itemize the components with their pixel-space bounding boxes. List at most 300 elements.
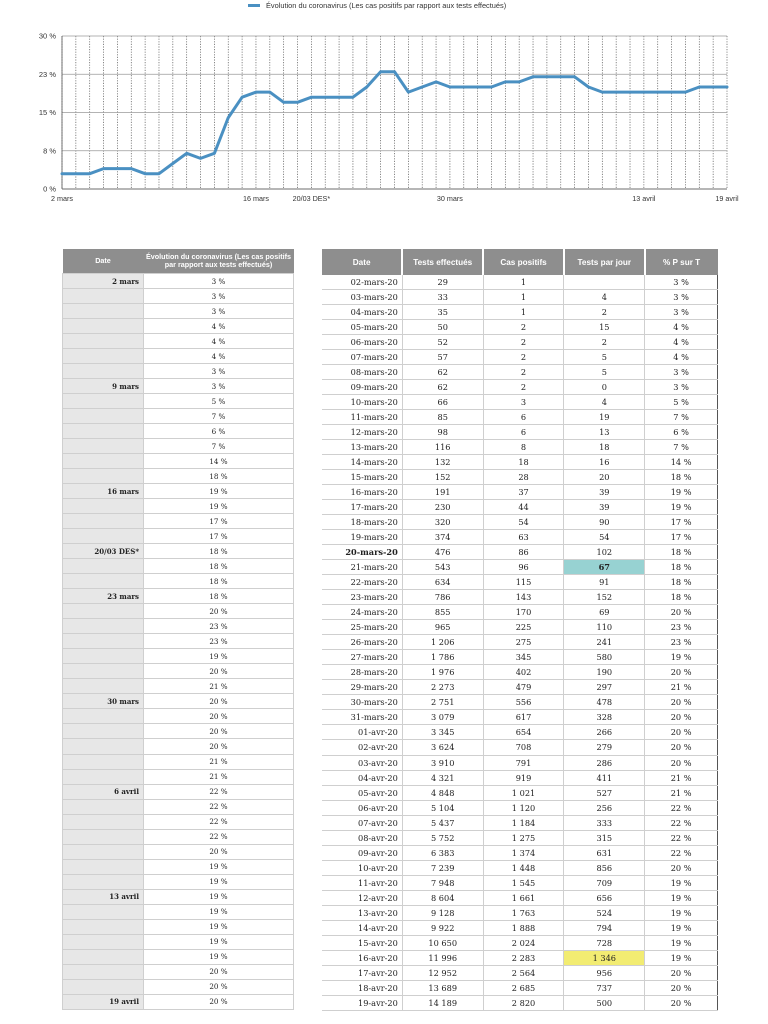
row-date bbox=[63, 529, 144, 544]
row-date: 06-avr-20 bbox=[322, 800, 402, 815]
row-positives: 1 184 bbox=[483, 815, 564, 830]
row-positives: 791 bbox=[483, 755, 564, 770]
header-percent: % P sur T bbox=[645, 249, 718, 275]
data-point bbox=[172, 163, 174, 165]
row-date: 18-mars-20 bbox=[322, 515, 402, 530]
row-percent: 19 % bbox=[645, 500, 718, 515]
row-tests-per-day: 2 bbox=[564, 305, 645, 320]
row-tests: 3 345 bbox=[402, 725, 483, 740]
row-percent: 22 % bbox=[144, 799, 294, 814]
row-tests-per-day: 39 bbox=[564, 485, 645, 500]
row-percent: 21 % bbox=[645, 680, 718, 695]
row-date bbox=[63, 664, 144, 679]
row-percent: 4 % bbox=[144, 334, 294, 349]
row-percent: 19 % bbox=[144, 919, 294, 934]
table-row bbox=[322, 650, 718, 665]
row-positives: 345 bbox=[483, 650, 564, 665]
row-date: 02-mars-20 bbox=[322, 275, 402, 290]
row-tests-per-day: 333 bbox=[564, 815, 645, 830]
row-tests-per-day: 478 bbox=[564, 695, 645, 710]
row-percent: 19 % bbox=[645, 875, 718, 890]
row-tests: 14 189 bbox=[402, 995, 483, 1010]
data-point bbox=[546, 76, 548, 78]
table-row bbox=[63, 829, 294, 844]
row-percent: 19 % bbox=[645, 650, 718, 665]
row-tests-per-day: 110 bbox=[564, 620, 645, 635]
row-percent: 14 % bbox=[645, 455, 718, 470]
row-date: 19 avril bbox=[63, 994, 144, 1009]
row-tests: 57 bbox=[402, 350, 483, 365]
row-percent: 18 % bbox=[645, 575, 718, 590]
row-percent: 17 % bbox=[144, 514, 294, 529]
row-positives: 1 bbox=[483, 275, 564, 290]
row-date: 28-mars-20 bbox=[322, 665, 402, 680]
table-row bbox=[63, 754, 294, 769]
row-date: 02-avr-20 bbox=[322, 740, 402, 755]
row-date: 26-mars-20 bbox=[322, 635, 402, 650]
row-tests-per-day: 527 bbox=[564, 785, 645, 800]
data-point bbox=[560, 76, 562, 78]
table-row bbox=[322, 665, 718, 680]
row-percent: 19 % bbox=[645, 920, 718, 935]
data-point bbox=[463, 86, 465, 88]
row-percent: 5 % bbox=[645, 395, 718, 410]
row-date bbox=[63, 904, 144, 919]
table-row bbox=[63, 994, 294, 1009]
table-row bbox=[63, 439, 294, 454]
table-row bbox=[63, 859, 294, 874]
row-tests: 855 bbox=[402, 605, 483, 620]
table-row bbox=[322, 350, 718, 365]
row-tests-per-day: 20 bbox=[564, 470, 645, 485]
table-row bbox=[322, 365, 718, 380]
row-percent: 20 % bbox=[645, 605, 718, 620]
row-positives: 44 bbox=[483, 500, 564, 515]
table-row bbox=[63, 874, 294, 889]
row-tests: 13 689 bbox=[402, 980, 483, 995]
row-date bbox=[63, 979, 144, 994]
row-tests: 152 bbox=[402, 470, 483, 485]
table-row bbox=[322, 785, 718, 800]
table-row bbox=[63, 559, 294, 574]
row-percent: 20 % bbox=[144, 739, 294, 754]
row-date: 23 mars bbox=[63, 589, 144, 604]
row-positives: 86 bbox=[483, 545, 564, 560]
row-positives: 2 bbox=[483, 365, 564, 380]
table-row bbox=[322, 590, 718, 605]
positivity-line-chart bbox=[0, 0, 768, 215]
table-row bbox=[63, 349, 294, 364]
row-date: 17-mars-20 bbox=[322, 500, 402, 515]
row-percent: 22 % bbox=[144, 829, 294, 844]
row-percent: 7 % bbox=[144, 409, 294, 424]
row-date: 13 avril bbox=[63, 889, 144, 904]
chart-legend bbox=[248, 1, 506, 10]
row-tests-per-day: 39 bbox=[564, 500, 645, 515]
row-percent: 3 % bbox=[645, 380, 718, 395]
row-percent: 6 % bbox=[144, 424, 294, 439]
row-percent: 3 % bbox=[144, 364, 294, 379]
data-point bbox=[532, 76, 534, 78]
table-row bbox=[322, 485, 718, 500]
table-row bbox=[63, 289, 294, 304]
row-percent: 3 % bbox=[645, 305, 718, 320]
row-tests-per-day: 315 bbox=[564, 830, 645, 845]
row-positives: 919 bbox=[483, 770, 564, 785]
row-tests: 12 952 bbox=[402, 965, 483, 980]
data-point bbox=[671, 91, 673, 93]
row-tests-per-day: 241 bbox=[564, 635, 645, 650]
header-date: Date bbox=[322, 249, 402, 275]
row-date bbox=[63, 364, 144, 379]
table-row bbox=[63, 709, 294, 724]
row-date: 23-mars-20 bbox=[322, 590, 402, 605]
row-percent: 21 % bbox=[645, 770, 718, 785]
row-percent: 19 % bbox=[144, 889, 294, 904]
row-percent: 20 % bbox=[144, 604, 294, 619]
row-date bbox=[63, 799, 144, 814]
row-date bbox=[63, 859, 144, 874]
row-percent: 20 % bbox=[645, 725, 718, 740]
row-tests-per-day: 256 bbox=[564, 800, 645, 815]
row-percent: 7 % bbox=[144, 439, 294, 454]
table-row bbox=[63, 739, 294, 754]
row-percent: 20 % bbox=[645, 995, 718, 1010]
row-date: 21-mars-20 bbox=[322, 560, 402, 575]
row-positives: 1 bbox=[483, 305, 564, 320]
table-row bbox=[63, 799, 294, 814]
table-row bbox=[322, 380, 718, 395]
row-tests: 320 bbox=[402, 515, 483, 530]
table-row bbox=[63, 589, 294, 604]
row-tests: 191 bbox=[402, 485, 483, 500]
row-positives: 6 bbox=[483, 425, 564, 440]
row-positives: 1 448 bbox=[483, 860, 564, 875]
row-tests: 85 bbox=[402, 410, 483, 425]
row-percent: 5 % bbox=[144, 394, 294, 409]
data-point bbox=[491, 86, 493, 88]
row-tests-per-day: 69 bbox=[564, 605, 645, 620]
row-percent: 14 % bbox=[144, 454, 294, 469]
table-row bbox=[322, 905, 718, 920]
row-date: 08-mars-20 bbox=[322, 365, 402, 380]
table-row bbox=[322, 950, 718, 965]
row-tests-per-day: 152 bbox=[564, 590, 645, 605]
row-date bbox=[63, 739, 144, 754]
data-point bbox=[311, 96, 313, 98]
table-row bbox=[322, 680, 718, 695]
row-percent: 3 % bbox=[144, 379, 294, 394]
row-tests: 786 bbox=[402, 590, 483, 605]
row-date: 9 mars bbox=[63, 379, 144, 394]
row-tests-per-day: 728 bbox=[564, 935, 645, 950]
table-row bbox=[322, 725, 718, 740]
row-tests-per-day: 524 bbox=[564, 905, 645, 920]
table-row bbox=[63, 934, 294, 949]
row-percent: 21 % bbox=[144, 679, 294, 694]
row-date bbox=[63, 829, 144, 844]
row-percent: 17 % bbox=[144, 529, 294, 544]
row-positives: 479 bbox=[483, 680, 564, 695]
row-tests: 5 437 bbox=[402, 815, 483, 830]
row-tests: 2 751 bbox=[402, 695, 483, 710]
table-row bbox=[322, 965, 718, 980]
x-tick-label: 19 avril bbox=[715, 194, 739, 203]
row-date bbox=[63, 634, 144, 649]
row-tests: 50 bbox=[402, 320, 483, 335]
table-row bbox=[63, 319, 294, 334]
row-positives: 2 564 bbox=[483, 965, 564, 980]
row-percent: 20 % bbox=[645, 755, 718, 770]
row-date: 24-mars-20 bbox=[322, 605, 402, 620]
row-percent: 23 % bbox=[144, 634, 294, 649]
row-tests: 29 bbox=[402, 275, 483, 290]
row-positives: 115 bbox=[483, 575, 564, 590]
row-positives: 2 024 bbox=[483, 935, 564, 950]
row-percent: 7 % bbox=[645, 410, 718, 425]
data-point bbox=[588, 86, 590, 88]
row-percent: 18 % bbox=[645, 545, 718, 560]
row-percent: 3 % bbox=[645, 365, 718, 380]
row-positives: 18 bbox=[483, 455, 564, 470]
row-tests: 5 752 bbox=[402, 830, 483, 845]
table-row bbox=[63, 424, 294, 439]
table-row bbox=[322, 530, 718, 545]
table-row bbox=[322, 740, 718, 755]
row-percent: 19 % bbox=[144, 484, 294, 499]
table-row bbox=[322, 770, 718, 785]
table-row bbox=[322, 455, 718, 470]
row-date: 29-mars-20 bbox=[322, 680, 402, 695]
row-percent: 19 % bbox=[144, 874, 294, 889]
evolution-table-body bbox=[63, 274, 294, 1010]
row-percent: 22 % bbox=[645, 830, 718, 845]
row-positives: 2 820 bbox=[483, 995, 564, 1010]
table-row bbox=[63, 499, 294, 514]
row-date: 10-avr-20 bbox=[322, 860, 402, 875]
table-row bbox=[322, 425, 718, 440]
row-date: 12-avr-20 bbox=[322, 890, 402, 905]
y-tick-label: 15 % bbox=[38, 108, 56, 117]
row-tests: 476 bbox=[402, 545, 483, 560]
row-percent: 19 % bbox=[144, 499, 294, 514]
row-positives: 1 888 bbox=[483, 920, 564, 935]
data-point bbox=[158, 173, 160, 175]
row-percent: 20 % bbox=[144, 979, 294, 994]
row-date bbox=[63, 574, 144, 589]
row-tests: 62 bbox=[402, 365, 483, 380]
row-tests-per-day: 737 bbox=[564, 980, 645, 995]
row-tests: 965 bbox=[402, 620, 483, 635]
table-row bbox=[322, 605, 718, 620]
row-tests: 9 922 bbox=[402, 920, 483, 935]
data-point bbox=[324, 96, 326, 98]
row-positives: 1 bbox=[483, 290, 564, 305]
row-percent: 18 % bbox=[144, 469, 294, 484]
row-date: 15-avr-20 bbox=[322, 935, 402, 950]
row-positives: 170 bbox=[483, 605, 564, 620]
row-percent: 20 % bbox=[645, 665, 718, 680]
row-date: 11-mars-20 bbox=[322, 410, 402, 425]
data-point bbox=[449, 86, 451, 88]
data-point bbox=[712, 86, 714, 88]
table-row bbox=[63, 304, 294, 319]
table-row bbox=[63, 604, 294, 619]
row-date: 13-mars-20 bbox=[322, 440, 402, 455]
row-tests-per-day: 2 bbox=[564, 335, 645, 350]
data-point bbox=[380, 71, 382, 73]
row-percent: 22 % bbox=[645, 800, 718, 815]
row-date: 19-mars-20 bbox=[322, 530, 402, 545]
row-tests: 132 bbox=[402, 455, 483, 470]
row-date: 20/03 DES* bbox=[63, 544, 144, 559]
data-point bbox=[227, 117, 229, 119]
tests-table-body bbox=[322, 275, 718, 1010]
row-date: 16-avr-20 bbox=[322, 950, 402, 965]
row-percent: 18 % bbox=[144, 589, 294, 604]
row-date bbox=[63, 649, 144, 664]
row-percent: 19 % bbox=[645, 950, 718, 965]
row-percent: 19 % bbox=[144, 949, 294, 964]
row-percent: 18 % bbox=[645, 470, 718, 485]
row-date bbox=[63, 949, 144, 964]
row-tests: 11 996 bbox=[402, 950, 483, 965]
table-row bbox=[322, 755, 718, 770]
row-percent: 20 % bbox=[645, 710, 718, 725]
row-tests-per-day: 4 bbox=[564, 395, 645, 410]
row-percent: 7 % bbox=[645, 440, 718, 455]
table-row bbox=[63, 769, 294, 784]
row-tests-per-day: 190 bbox=[564, 665, 645, 680]
row-percent: 4 % bbox=[645, 350, 718, 365]
row-positives: 28 bbox=[483, 470, 564, 485]
table-row bbox=[322, 995, 718, 1010]
row-date bbox=[63, 874, 144, 889]
row-date: 20-mars-20 bbox=[322, 545, 402, 560]
row-date: 2 mars bbox=[63, 274, 144, 289]
row-percent: 19 % bbox=[645, 890, 718, 905]
row-percent: 19 % bbox=[645, 935, 718, 950]
table-row bbox=[322, 545, 718, 560]
row-tests-per-day: 580 bbox=[564, 650, 645, 665]
row-tests: 6 383 bbox=[402, 845, 483, 860]
row-date bbox=[63, 619, 144, 634]
data-point bbox=[629, 91, 631, 93]
table-row bbox=[322, 860, 718, 875]
row-tests-per-day: 266 bbox=[564, 725, 645, 740]
row-tests: 116 bbox=[402, 440, 483, 455]
row-date bbox=[63, 469, 144, 484]
table-row bbox=[322, 500, 718, 515]
table-row bbox=[322, 290, 718, 305]
data-point bbox=[269, 91, 271, 93]
row-tests: 1 206 bbox=[402, 635, 483, 650]
table-row bbox=[63, 619, 294, 634]
row-percent: 3 % bbox=[144, 289, 294, 304]
header-tests-per-day: Tests par jour bbox=[564, 249, 645, 275]
data-point bbox=[352, 96, 354, 98]
row-tests-per-day: 286 bbox=[564, 755, 645, 770]
table-row bbox=[63, 484, 294, 499]
row-date bbox=[63, 424, 144, 439]
row-date bbox=[63, 724, 144, 739]
row-percent: 20 % bbox=[645, 965, 718, 980]
data-point bbox=[241, 96, 243, 98]
row-date bbox=[63, 499, 144, 514]
row-date: 13-avr-20 bbox=[322, 905, 402, 920]
row-positives: 225 bbox=[483, 620, 564, 635]
data-point bbox=[643, 91, 645, 93]
row-percent: 4 % bbox=[645, 335, 718, 350]
row-positives: 1 374 bbox=[483, 845, 564, 860]
row-date: 22-mars-20 bbox=[322, 575, 402, 590]
row-positives: 275 bbox=[483, 635, 564, 650]
row-tests-per-day: 18 bbox=[564, 440, 645, 455]
table-row bbox=[63, 664, 294, 679]
table-row bbox=[63, 409, 294, 424]
row-percent: 3 % bbox=[144, 304, 294, 319]
row-positives: 54 bbox=[483, 515, 564, 530]
table-row bbox=[322, 560, 718, 575]
row-percent: 20 % bbox=[645, 860, 718, 875]
row-positives: 1 021 bbox=[483, 785, 564, 800]
data-point bbox=[518, 81, 520, 83]
data-point bbox=[421, 86, 423, 88]
row-date: 09-avr-20 bbox=[322, 845, 402, 860]
row-tests: 1 786 bbox=[402, 650, 483, 665]
y-tick-label: 23 % bbox=[38, 69, 56, 79]
row-date: 05-avr-20 bbox=[322, 785, 402, 800]
row-date: 31-mars-20 bbox=[322, 710, 402, 725]
row-date: 09-mars-20 bbox=[322, 380, 402, 395]
row-date bbox=[63, 559, 144, 574]
row-date: 03-avr-20 bbox=[322, 755, 402, 770]
x-tick-label: 30 mars bbox=[436, 194, 463, 203]
row-tests-per-day: 656 bbox=[564, 890, 645, 905]
table-row bbox=[322, 275, 718, 290]
data-point bbox=[214, 153, 216, 155]
row-tests: 3 079 bbox=[402, 710, 483, 725]
data-point bbox=[505, 81, 507, 83]
table-row bbox=[322, 395, 718, 410]
data-point bbox=[255, 91, 257, 93]
evolution-table-header bbox=[63, 249, 294, 274]
row-percent: 20 % bbox=[645, 740, 718, 755]
row-percent: 20 % bbox=[144, 664, 294, 679]
row-tests-per-day bbox=[564, 275, 645, 290]
legend-swatch bbox=[248, 4, 260, 7]
table-row bbox=[322, 620, 718, 635]
row-date: 14-avr-20 bbox=[322, 920, 402, 935]
row-date: 07-avr-20 bbox=[322, 815, 402, 830]
row-percent: 18 % bbox=[144, 559, 294, 574]
data-point bbox=[89, 173, 91, 175]
row-percent: 17 % bbox=[645, 515, 718, 530]
row-date bbox=[63, 709, 144, 724]
row-percent: 4 % bbox=[144, 319, 294, 334]
row-date: 30-mars-20 bbox=[322, 695, 402, 710]
table-row bbox=[322, 515, 718, 530]
row-tests: 1 976 bbox=[402, 665, 483, 680]
row-date bbox=[63, 409, 144, 424]
data-point bbox=[61, 173, 63, 175]
table-row bbox=[322, 320, 718, 335]
row-positives: 1 120 bbox=[483, 800, 564, 815]
row-tests-per-day: 856 bbox=[564, 860, 645, 875]
row-tests-per-day: 279 bbox=[564, 740, 645, 755]
row-tests: 230 bbox=[402, 500, 483, 515]
row-percent: 23 % bbox=[645, 620, 718, 635]
